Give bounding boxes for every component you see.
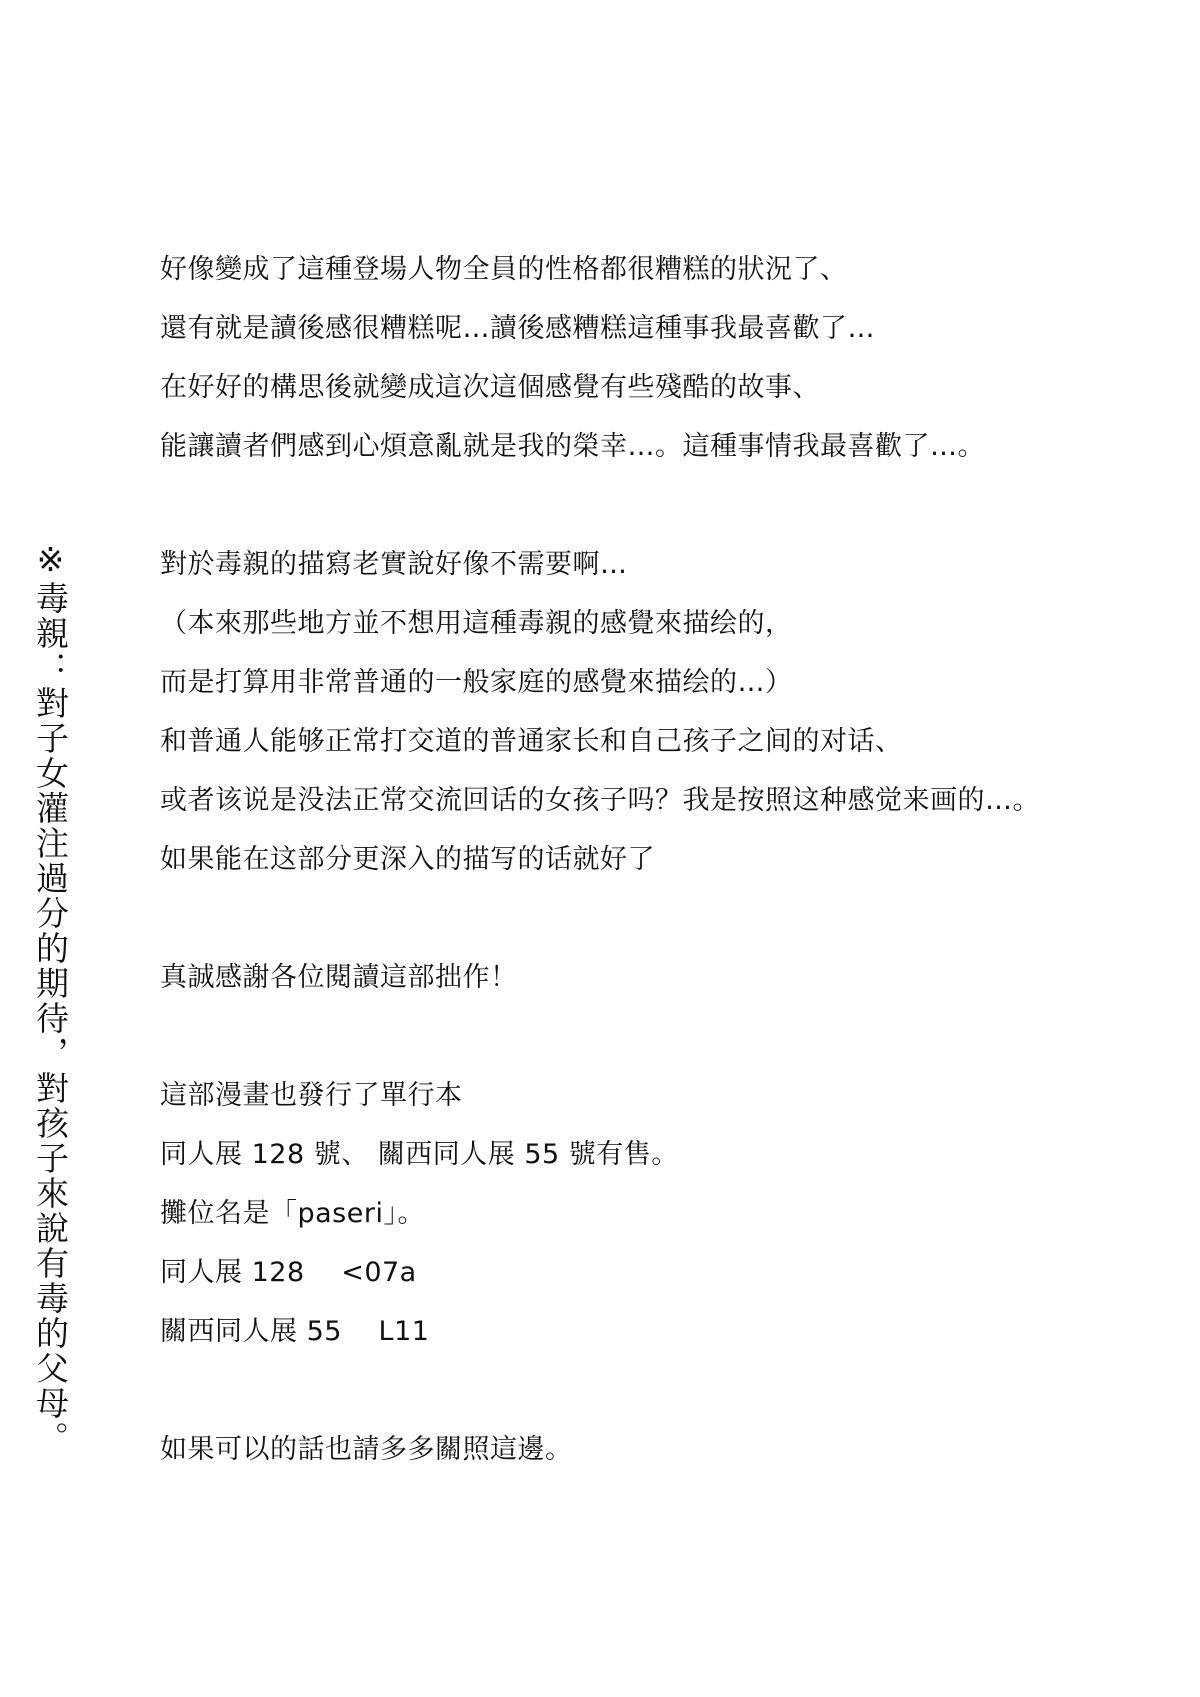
text-line: 在好好的構思後就變成這次這個感覺有些殘酷的故事、 [160, 372, 820, 403]
text-line: 和普通人能够正常打交道的普通家长和自己孩子之间的对话、 [160, 726, 903, 757]
thanks-line: 真誠感謝各位閱讀這部拙作！ [160, 962, 518, 993]
booth-line: 關西同人展 55 L11 [160, 1316, 430, 1347]
footnote-vertical: ※毒親：對子女灌注過分的期待，對孩子來說有毒的父母。 [31, 540, 70, 1456]
closing-line: 如果可以的話也請多多關照這邊。 [160, 1434, 573, 1465]
text-line: 如果能在这部分更深入的描写的话就好了 [160, 844, 655, 875]
text-line: 而是打算用非常普通的一般家庭的感覺來描绘的…） [160, 667, 793, 698]
text-line: 能讓讀者們感到心煩意亂就是我的榮幸…。這種事情我最喜歡了…。 [160, 431, 985, 462]
text-line: 這部漫畫也發行了單行本 [160, 1080, 463, 1111]
text-line: 還有就是讀後感很糟糕呢…讀後感糟糕這種事我最喜歡了… [160, 313, 875, 344]
text-line: 好像變成了這種登場人物全員的性格都很糟糕的狀況了、 [160, 254, 848, 285]
text-line: 或者该说是没法正常交流回话的女孩子吗？我是按照这种感觉来画的…。 [160, 785, 1040, 816]
text-line: （本來那些地方並不想用這種毒親的感覺來描绘的， [160, 608, 793, 639]
text-line: 對於毒親的描寫老實說好像不需要啊… [160, 549, 628, 580]
text-line: 同人展 128 號、 關西同人展 55 號有售。 [160, 1139, 679, 1170]
booth-line: 同人展 128 <07a [160, 1257, 417, 1288]
text-line: 攤位名是「paseri」。 [160, 1198, 425, 1229]
